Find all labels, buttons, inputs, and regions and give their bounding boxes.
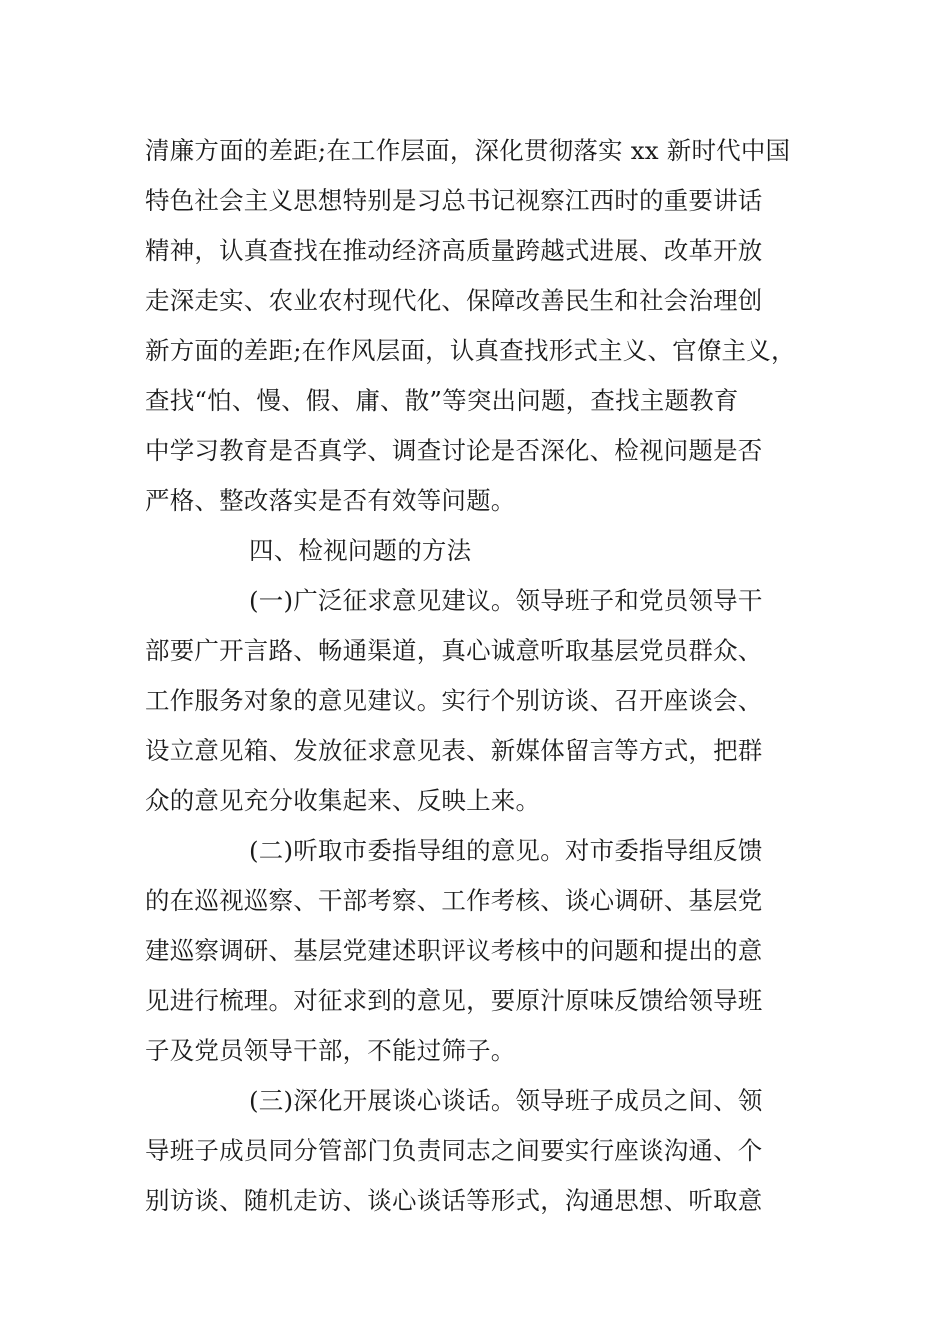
text-line: 严格、整改落实是否有效等问题。 (145, 486, 516, 515)
text-line: (三)深化开展谈心谈话。领导班子成员之间、领 (249, 1086, 763, 1115)
text-line: 清廉方面的差距;在工作层面，深化贯彻落实 xx 新时代中国 (145, 136, 791, 165)
text-line: (一)广泛征求意见建议。领导班子和党员领导干 (249, 586, 763, 615)
text-line: 工作服务对象的意见建议。实行个别访谈、召开座谈会、 (145, 686, 763, 715)
text-line: 的在巡视巡察、干部考察、工作考核、谈心调研、基层党 (145, 886, 763, 915)
text-line: 中学习教育是否真学、调查讨论是否深化、检视问题是否 (145, 436, 763, 465)
text-line: 导班子成员同分管部门负责同志之间要实行座谈沟通、个 (145, 1136, 763, 1165)
text-line: 查找“怕、慢、假、庸、散”等突出问题，查找主题教育 (145, 386, 739, 415)
text-line: (二)听取市委指导组的意见。对市委指导组反馈 (249, 836, 763, 865)
text-line: 走深走实、农业农村现代化、保障改善民生和社会治理创 (145, 286, 763, 315)
text-line: 精神，认真查找在推动经济高质量跨越式进展、改革开放 (145, 236, 763, 265)
text-line: 见进行梳理。对征求到的意见，要原汁原味反馈给领导班 (145, 986, 763, 1015)
text-line: 众的意见充分收集起来、反映上来。 (145, 786, 541, 815)
text-line: 子及党员领导干部，不能过筛子。 (145, 1036, 516, 1065)
text-line: 建巡察调研、基层党建述职评议考核中的问题和提出的意 (145, 936, 763, 965)
text-line: 新方面的差距;在作风层面，认真查找形式主义、官僚主义， (145, 336, 796, 365)
section-heading: 四、检视问题的方法 (249, 536, 472, 565)
text-line: 别访谈、随机走访、谈心谈话等形式，沟通思想、听取意 (145, 1186, 763, 1215)
text-line: 特色社会主义思想特别是习总书记视察江西时的重要讲话 (145, 186, 763, 215)
text-line: 部要广开言路、畅通渠道，真心诚意听取基层党员群众、 (145, 636, 763, 665)
text-line: 设立意见箱、发放征求意见表、新媒体留言等方式，把群 (145, 736, 763, 765)
